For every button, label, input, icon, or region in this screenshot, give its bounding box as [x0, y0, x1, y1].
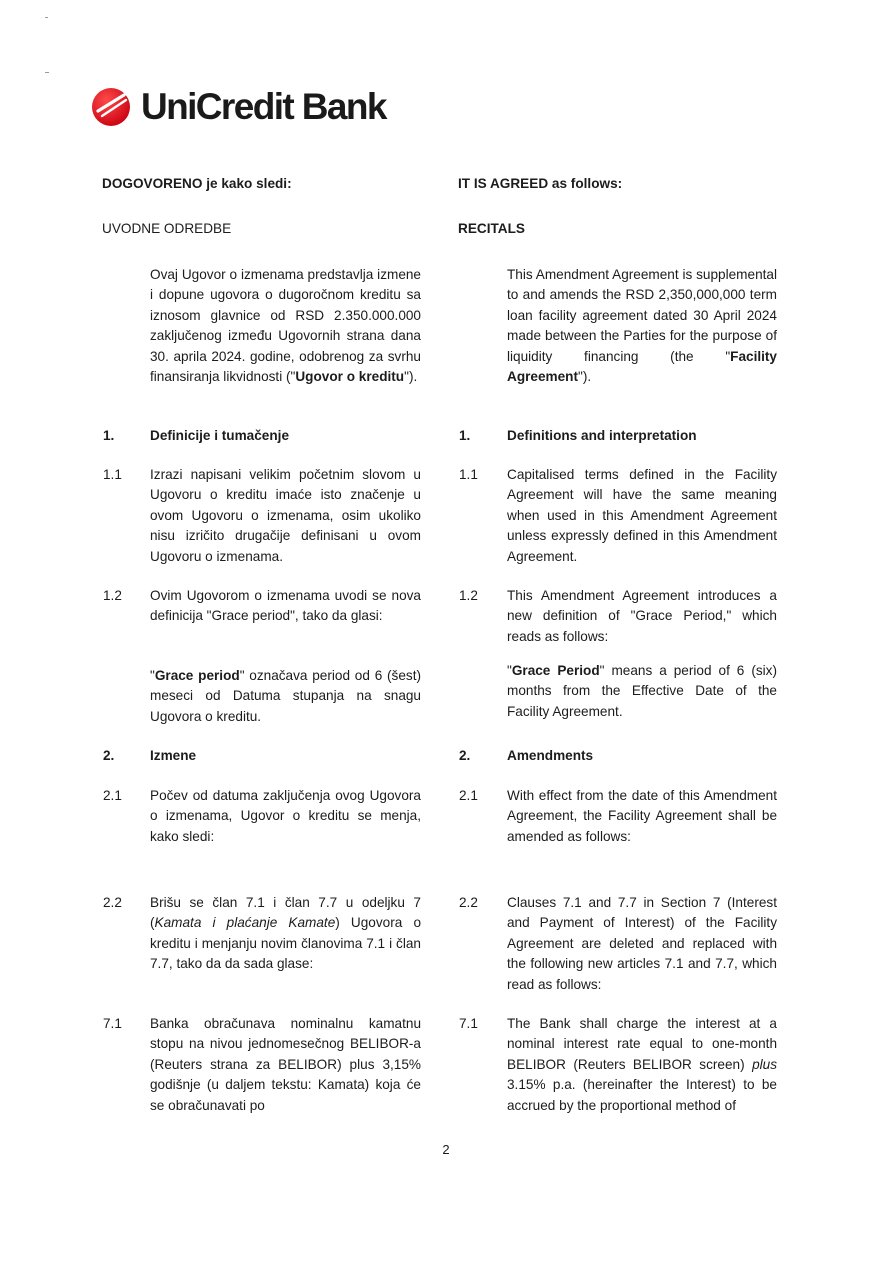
section1-number-en: 1.	[459, 428, 471, 443]
clause-2-1-number-sr: 2.1	[103, 788, 122, 803]
clause-2-2-number-en: 2.2	[459, 895, 478, 910]
clause-2-2-sr: Brišu se član 7.1 i član 7.7 u odeljku 7 (Kamata i plaćanje Kamate) Ugovora o kreditu i menjanju novim članovima 7.1 i član 7.7, tako da da sada glase:	[150, 895, 422, 972]
clause-1-2-number-sr: 1.2	[103, 588, 122, 603]
clause-1-2-number-en: 1.2	[459, 588, 478, 603]
clause-2-2-en: Clauses 7.1 and 7.7 in Section 7 (Interest and Payment of Interest) of the Facility Agreement are deleted and replaced with the following new articles 7.1 and 7.7, which read as follows:	[507, 895, 777, 992]
intro-en: IT IS AGREED as follows:	[458, 176, 623, 191]
recitals-heading-sr: UVODNE ODREDBE	[102, 221, 232, 236]
recitals-heading-en: RECITALS	[458, 221, 525, 236]
clause-2-2-number-sr: 2.2	[103, 895, 122, 910]
clause-1-1-number-en: 1.1	[459, 467, 478, 482]
clause-7-1-number-sr: 7.1	[103, 1016, 122, 1031]
grace-period-definition-en: "Grace Period" means a period of 6 (six) months from the Effective Date of the Facility Agreement.	[507, 663, 778, 719]
section2-number-sr: 2.	[103, 748, 115, 763]
section1-title-sr: Definicije i tumačenje	[150, 428, 290, 443]
clause-7-1-sr: Banka obračunava nominalnu kamatnu stopu na nivou jednomesečnog BELIBOR-a (Reuters strana za BELIBOR) plus 3,15% godišnje (u daljem tekstu: Kamata) koja će se obračunavati po	[150, 1016, 421, 1113]
clause-1-1-en: Capitalised terms defined in the Facility Agreement will have the same meaning when used in this Amendment Agreement unless expressly defined in this Amendment Agreement.	[507, 467, 777, 564]
section2-number-en: 2.	[459, 748, 471, 763]
clause-2-1-sr: Počev od datuma zaključenja ovog Ugovora o izmenama, Ugovor o kreditu se menja, kako sledi:	[150, 788, 421, 844]
clause-7-1-en: The Bank shall charge the interest at a nominal interest rate equal to one-month BELIBOR (Reuters BELIBOR screen) plus 3.15% p.a. (hereinafter the Interest) to be accrued by the proportional method of	[507, 1016, 777, 1113]
scan-mark	[45, 72, 49, 73]
clause-7-1-number-en: 7.1	[459, 1016, 478, 1031]
section2-title-en: Amendments	[507, 748, 594, 763]
section1-title-en: Definitions and interpretation	[507, 428, 697, 443]
recitals-body-sr: Ovaj Ugovor o izmenama predstavlja izmene i dopune ugovora o dugoročnom kreditu sa iznosom glavnice od RSD 2.350.000.000 zaključenog između Ugovornih strana dana 30. aprila 2024. godine, odobrenog za svrhu finansiranja likvidnosti ("Ugovor o kreditu").	[150, 267, 421, 385]
scan-mark	[45, 17, 48, 18]
clause-1-2-en: This Amendment Agreement introduces a new definition of "Grace Period," which reads as follows:	[507, 588, 777, 644]
logo-text: UniCredit Bank	[141, 86, 386, 127]
section1-number-sr: 1.	[103, 428, 115, 443]
page-number: 2	[442, 1142, 450, 1157]
clause-1-1-number-sr: 1.1	[103, 467, 122, 482]
clause-1-2-sr: Ovim Ugovorom o izmenama uvodi se nova definicija "Grace period", tako da glasi:	[150, 588, 421, 624]
intro-sr: DOGOVORENO je kako sledi:	[102, 176, 292, 191]
grace-period-definition-sr: "Grace period" označava period od 6 (šest) meseci od Datuma stupanja na snagu Ugovora o kreditu.	[150, 668, 422, 724]
recitals-body-en: This Amendment Agreement is supplemental to and amends the RSD 2,350,000,000 term loan facility agreement dated 30 April 2024 made between the Parties for the purpose of liquidity financing (the "Facility Agreement").	[507, 267, 777, 385]
unicredit-logo-icon	[90, 85, 134, 129]
section2-title-sr: Izmene	[150, 748, 197, 763]
unicredit-logo	[90, 84, 386, 130]
clause-2-1-number-en: 2.1	[459, 788, 478, 803]
clause-1-1-sr: Izrazi napisani velikim početnim slovom u Ugovoru o kreditu imaće isto značenje u ovom Ugovoru o izmenama, osim ukoliko nisu izričito drugačije definisani u ovom Ugovoru o izmenama.	[150, 467, 421, 564]
clause-2-1-en: With effect from the date of this Amendment Agreement, the Facility Agreement shall be amended as follows:	[507, 788, 777, 844]
